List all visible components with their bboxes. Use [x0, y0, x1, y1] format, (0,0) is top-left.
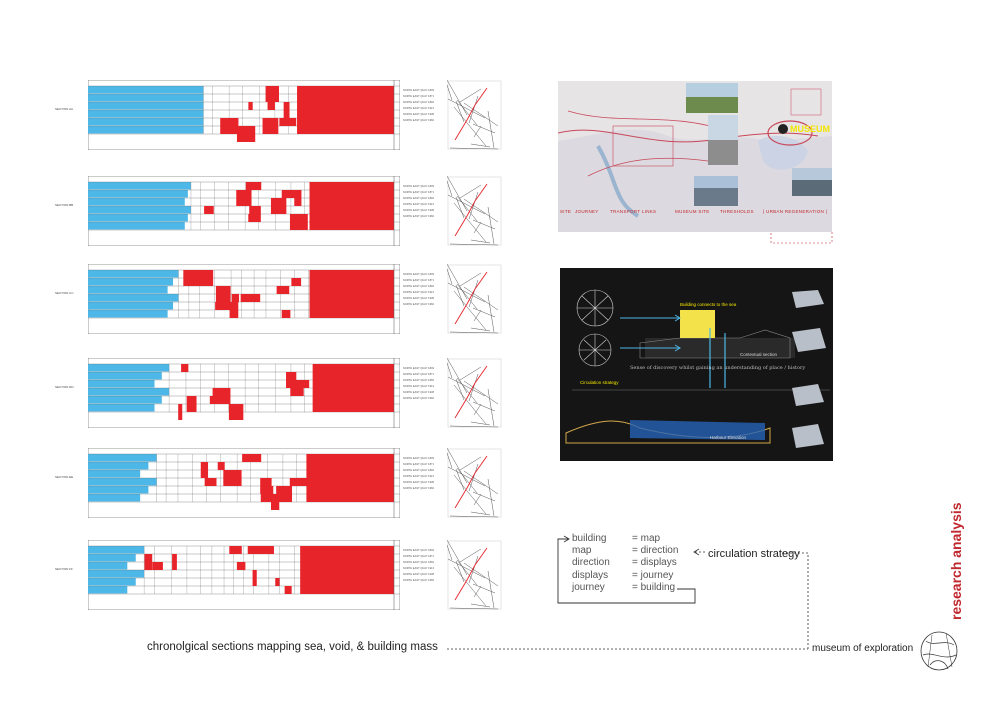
mass-block [284, 102, 290, 118]
floor-label: NORTH EAST QUAY 1913 [403, 475, 434, 478]
mass-block [268, 102, 275, 110]
mass-block [260, 478, 271, 494]
mass-block [183, 270, 200, 286]
mass-block [248, 546, 265, 554]
section-drawing [88, 448, 400, 518]
mass-block [213, 388, 231, 404]
section-drawing [88, 80, 400, 150]
floor-label: NORTH EAST QUAY 1938 [403, 209, 434, 212]
sections-caption: chronolgical sections mapping sea, void, & building mass [147, 641, 438, 653]
section-location-map [447, 176, 502, 246]
building-mass [310, 270, 394, 318]
circulation-strategy [555, 531, 825, 606]
floor-label: NORTH EAST QUAY 1892 [403, 101, 434, 104]
floor-label: NORTH EAST QUAY 1892 [403, 379, 434, 382]
building-mass [310, 182, 394, 230]
mass-block [220, 118, 238, 134]
floor-label: NORTH EAST QUAY 1913 [403, 107, 434, 110]
section-location-map [447, 80, 502, 150]
floor-label: NORTH EAST QUAY 1966 [403, 303, 434, 306]
site-analysis-panel [558, 81, 832, 232]
floor-label: NORTH EAST QUAY 1966 [403, 215, 434, 218]
caption-thresholds: THRESHOLDS [720, 209, 754, 214]
sea-band [88, 586, 127, 594]
mass-block [229, 404, 243, 420]
sea-band [88, 388, 169, 396]
section-drawing [88, 176, 400, 246]
sea-band [88, 110, 203, 118]
floor-labels [403, 456, 445, 492]
section-location-map [447, 448, 502, 518]
sea-band [88, 214, 188, 222]
mass-block [276, 486, 292, 502]
floor-label: NORTH EAST QUAY 1966 [403, 397, 434, 400]
floor-label: NORTH EAST QUAY 1849 [403, 89, 434, 92]
caption-journey: JOURNEY [575, 209, 599, 214]
section-row [55, 80, 455, 150]
strategy-equivalent: = journey [632, 569, 674, 581]
sea-band [88, 182, 191, 190]
floor-label: NORTH EAST QUAY 1849 [403, 185, 434, 188]
floor-label: NORTH EAST QUAY 1892 [403, 561, 434, 564]
mass-block [201, 462, 208, 478]
floor-label: NORTH EAST QUAY 1966 [403, 119, 434, 122]
circulation-strategy-title: circulation strategy [708, 548, 800, 560]
building-mass [313, 364, 394, 412]
section-row [55, 448, 455, 518]
floor-label: NORTH EAST QUAY 1892 [403, 469, 434, 472]
caption-transport-links: TRANSPORT LINKS [610, 209, 657, 214]
sea-band [88, 126, 203, 134]
strategy-term: direction [572, 557, 610, 569]
sea-band [88, 198, 185, 206]
caption-museum-site: MUSEUM SITE [675, 209, 710, 214]
floor-labels [403, 184, 445, 220]
mass-block [242, 454, 261, 462]
mass-block [263, 118, 279, 134]
sea-band [88, 546, 144, 554]
section-label: SECTION DD [55, 385, 74, 389]
section-drawing [88, 264, 400, 334]
floor-labels [403, 548, 445, 584]
mass-block [236, 190, 251, 206]
strategy-equivalent: = building [632, 581, 676, 593]
floor-label: NORTH EAST QUAY 1966 [403, 487, 434, 490]
label-circulation-strategy: Circulation strategy [580, 380, 619, 385]
mass-block [291, 278, 301, 286]
section-label: SECTION EE [55, 475, 74, 479]
sea-band [88, 462, 148, 470]
section-drawing [88, 540, 400, 610]
floor-labels [403, 272, 445, 308]
mass-block [271, 198, 286, 214]
building-mass [300, 546, 394, 594]
mass-block [246, 182, 261, 190]
mass-block [218, 462, 225, 470]
caption-urban-regeneration: | URBAN REGENERATION | [763, 209, 828, 214]
sea-band [88, 554, 136, 562]
sea-band [88, 206, 191, 214]
floor-label: NORTH EAST QUAY 1849 [403, 457, 434, 460]
section-row [55, 540, 455, 610]
section-location-map [447, 540, 502, 610]
label-contextual-section: Contextual section [740, 352, 778, 357]
floor-label: NORTH EAST QUAY 1938 [403, 481, 434, 484]
mass-block [248, 102, 252, 110]
mass-block [152, 562, 163, 570]
museum-tag: MUSEUM [790, 124, 830, 134]
floor-labels [403, 366, 445, 402]
museum-of-exploration: museum of exploration [812, 643, 914, 654]
building-mass [306, 454, 394, 502]
mass-block [229, 546, 241, 554]
sea-band [88, 302, 173, 310]
sea-band [88, 222, 185, 230]
floor-label: NORTH EAST QUAY 1892 [403, 197, 434, 200]
mass-block [172, 554, 177, 570]
mass-block [277, 286, 290, 294]
sea-band [88, 372, 162, 380]
floor-label: NORTH EAST QUAY 1871 [403, 279, 434, 282]
sea-band [88, 310, 168, 318]
sea-band [88, 578, 136, 586]
title-building-connects: Building connects to the sea [680, 302, 737, 307]
strategy-term: map [572, 545, 592, 557]
mass-block [291, 222, 296, 230]
section-location-map [447, 264, 502, 334]
floor-label: NORTH EAST QUAY 1938 [403, 391, 434, 394]
mass-block [187, 396, 197, 412]
mass-block [232, 294, 239, 302]
mass-block [178, 404, 182, 420]
floor-label: NORTH EAST QUAY 1892 [403, 285, 434, 288]
sea-band [88, 102, 203, 110]
sea-band [88, 404, 155, 412]
floor-label: NORTH EAST QUAY 1913 [403, 385, 434, 388]
mass-block [285, 586, 292, 594]
strategy-term: displays [572, 569, 609, 581]
section-label: SECTION BB [55, 203, 74, 207]
mass-block [295, 380, 309, 388]
section-row [55, 358, 455, 428]
sea-band [88, 270, 178, 278]
globe-icon [918, 627, 960, 673]
handwritten-note: Sense of discovery whilst gaining an understanding of place / history [630, 365, 806, 371]
sea-band [88, 278, 173, 286]
mass-block [275, 578, 279, 586]
strategy-term: journey [572, 581, 605, 593]
sea-band [88, 570, 144, 578]
sea-band [88, 294, 178, 302]
sea-band [88, 86, 203, 94]
sea-band [88, 118, 203, 126]
mass-block [223, 470, 241, 486]
sea-band [88, 562, 127, 570]
sea-band [88, 94, 203, 102]
floor-label: NORTH EAST QUAY 1871 [403, 555, 434, 558]
mass-block [205, 478, 217, 486]
sea-band [88, 364, 169, 372]
sea-band [88, 454, 157, 462]
section-location-map [447, 358, 502, 428]
mass-block [204, 206, 214, 214]
sea-band [88, 478, 157, 486]
floor-label: NORTH EAST QUAY 1871 [403, 95, 434, 98]
mass-block [282, 310, 291, 318]
strategy-equivalent: = map [632, 533, 661, 544]
floor-label: NORTH EAST QUAY 1871 [403, 373, 434, 376]
section-row [55, 264, 455, 334]
floor-label: NORTH EAST QUAY 1871 [403, 463, 434, 466]
mass-block [290, 478, 309, 486]
sea-band [88, 380, 155, 388]
sea-band [88, 486, 148, 494]
floor-label: NORTH EAST QUAY 1938 [403, 573, 434, 576]
floor-label: NORTH EAST QUAY 1913 [403, 203, 434, 206]
floor-label: NORTH EAST QUAY 1849 [403, 273, 434, 276]
floor-label: NORTH EAST QUAY 1966 [403, 579, 434, 582]
sea-band [88, 396, 162, 404]
mass-block [241, 126, 255, 142]
building-mass [297, 86, 394, 134]
mass-block [241, 294, 261, 302]
mass-block [237, 562, 245, 570]
mass-block [216, 286, 231, 302]
floor-label: NORTH EAST QUAY 1849 [403, 367, 434, 370]
floor-labels [403, 88, 445, 124]
section-label: SECTION FF [55, 567, 73, 571]
floor-label: NORTH EAST QUAY 1913 [403, 291, 434, 294]
research-analysis-title: research analysis [948, 502, 964, 620]
mass-block [181, 364, 188, 372]
strategy-equivalent: = displays [632, 557, 677, 569]
mass-block [294, 190, 301, 206]
mass-block [266, 86, 279, 102]
strategy-term: building [572, 533, 607, 544]
strategy-equivalent: = direction [632, 545, 679, 557]
section-label: SECTION AA [55, 107, 74, 111]
section-label: SECTION CC [55, 291, 74, 295]
floor-label: NORTH EAST QUAY 1938 [403, 113, 434, 116]
label-harbour-elevation: Harbour Elevation [710, 435, 747, 440]
mass-block [215, 302, 231, 310]
floor-label: NORTH EAST QUAY 1938 [403, 297, 434, 300]
floor-label: NORTH EAST QUAY 1849 [403, 549, 434, 552]
floor-label: NORTH EAST QUAY 1871 [403, 191, 434, 194]
floor-label: NORTH EAST QUAY 1913 [403, 567, 434, 570]
chalkboard-panel [560, 268, 833, 461]
section-row [55, 176, 455, 246]
mass-block [253, 570, 257, 586]
caption-site: SITE [560, 209, 572, 214]
section-drawing [88, 358, 400, 428]
sea-band [88, 494, 140, 502]
mass-block [144, 554, 152, 570]
mass-block [248, 214, 254, 222]
sea-band [88, 470, 140, 478]
sea-band [88, 286, 168, 294]
sea-band [88, 190, 188, 198]
mass-block [279, 118, 296, 126]
